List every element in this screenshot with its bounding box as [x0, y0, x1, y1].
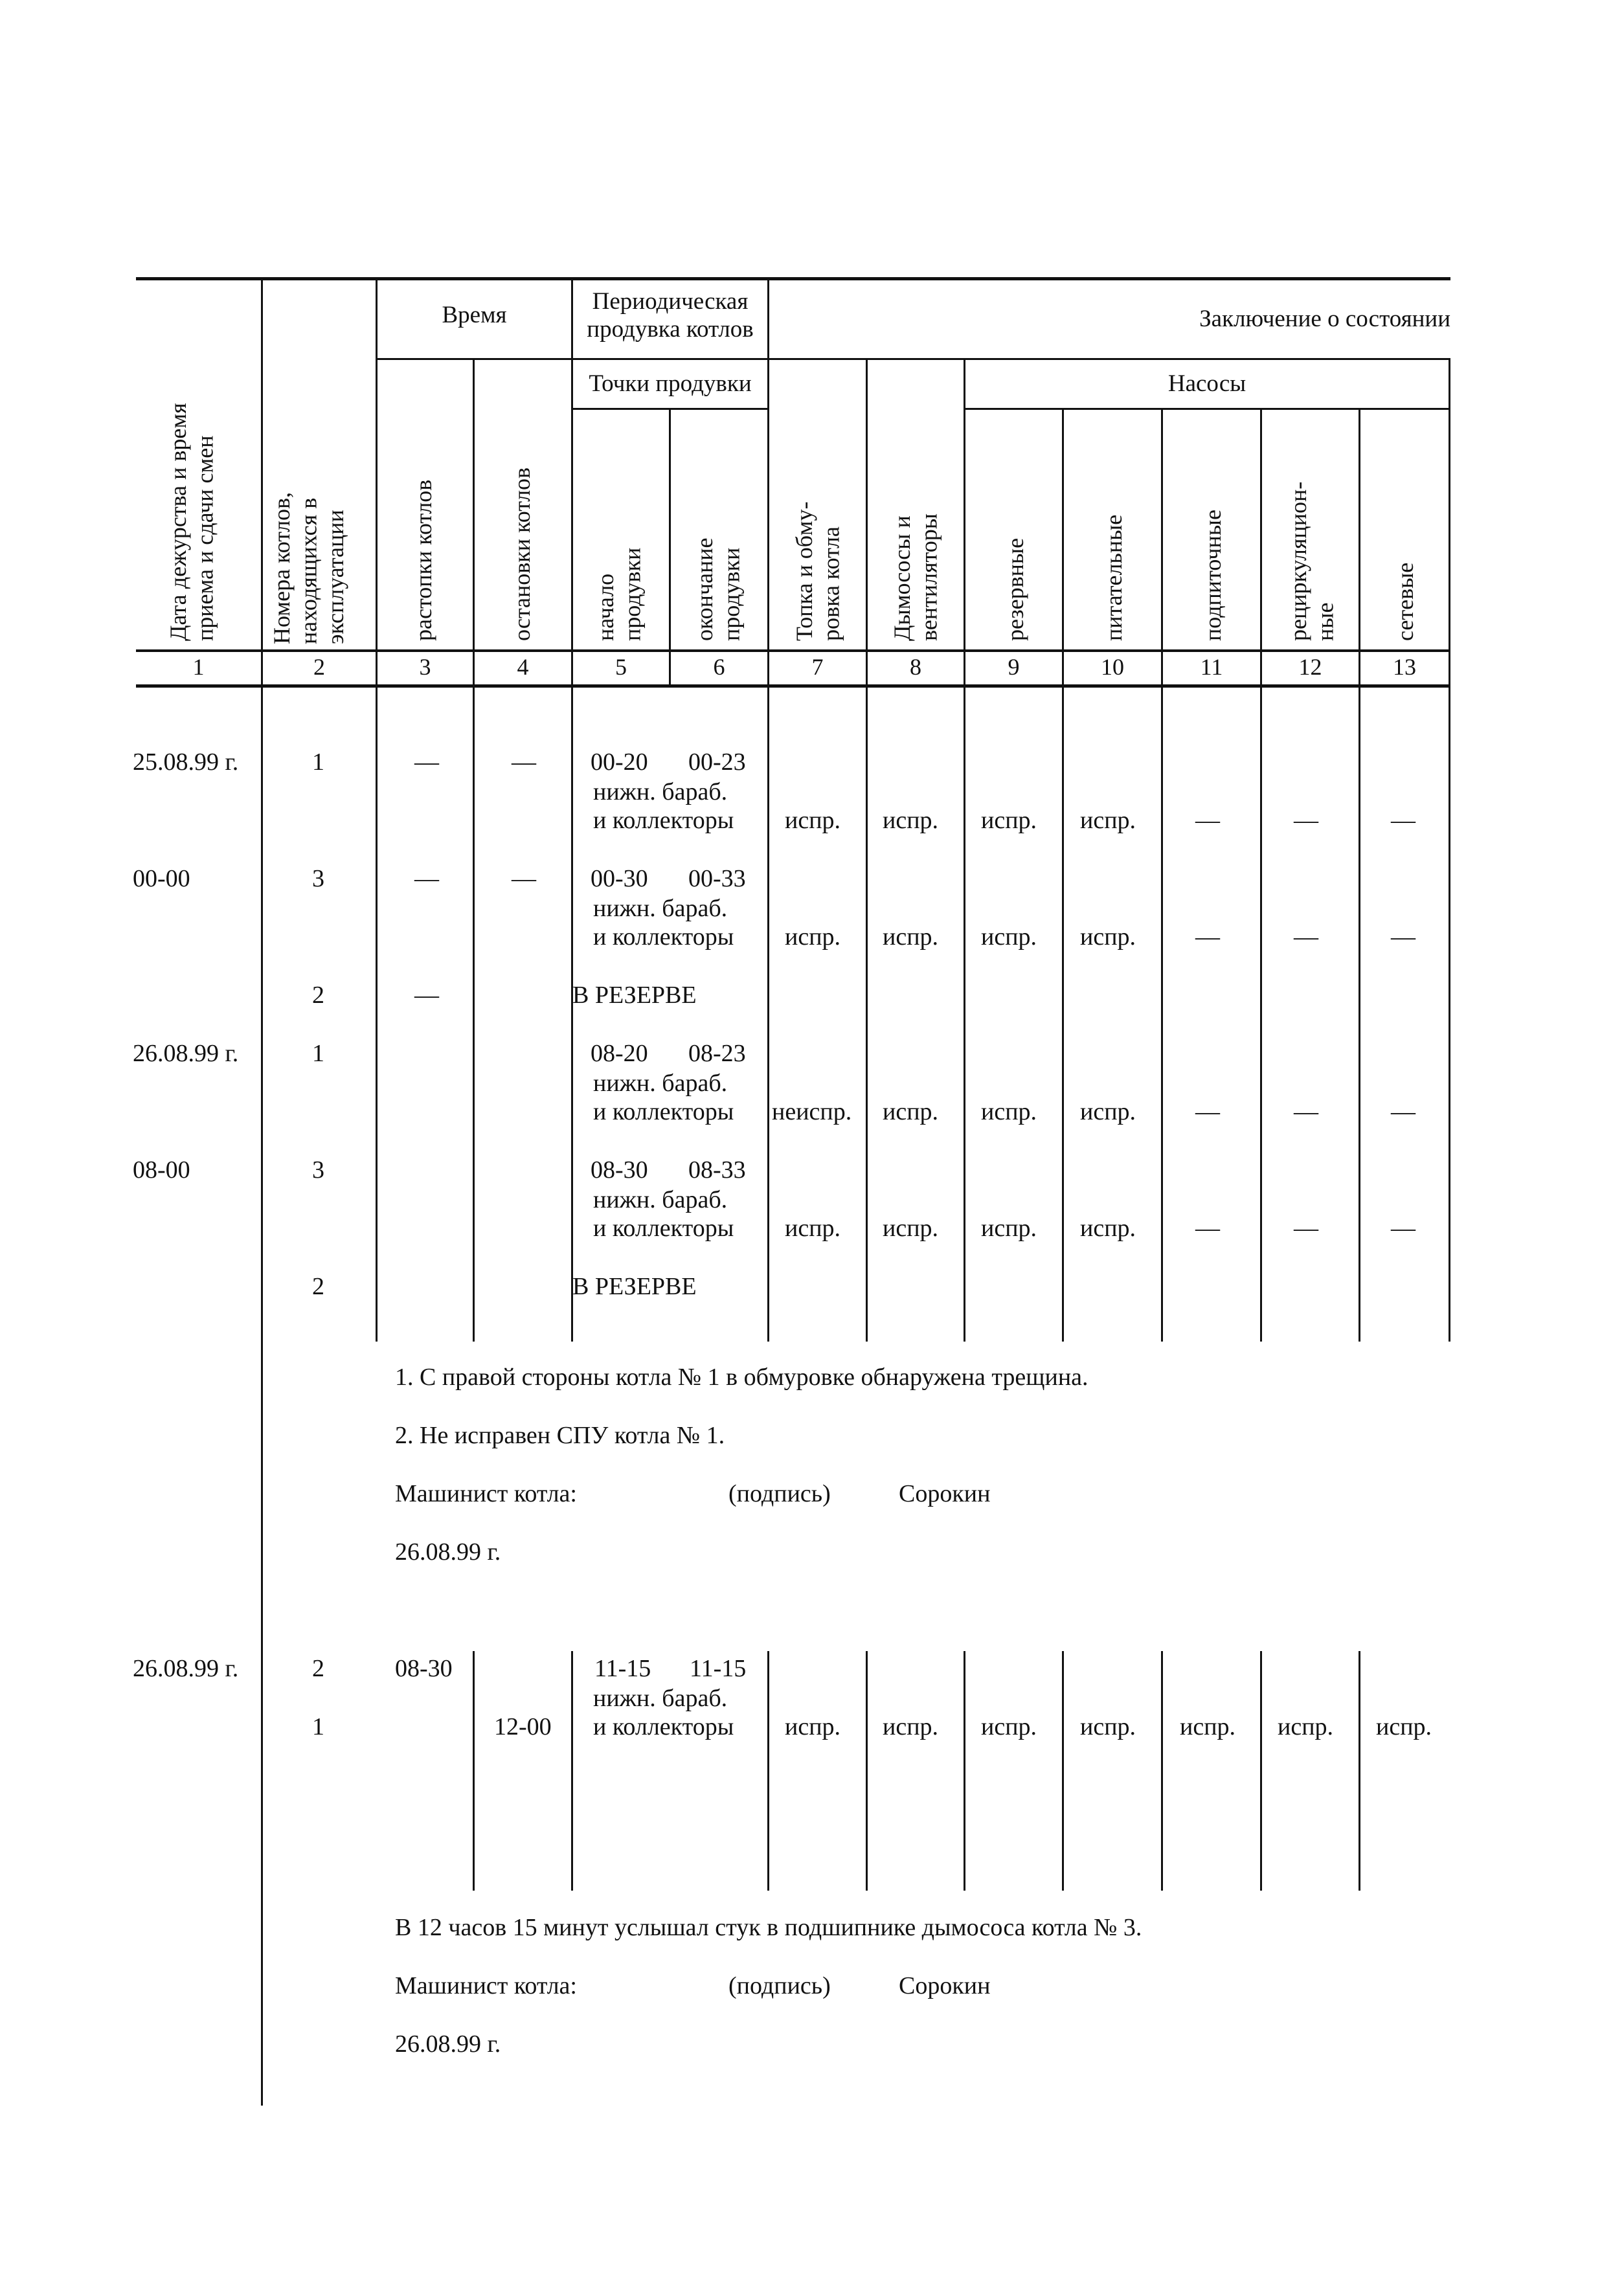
header-col9: резервные: [1002, 537, 1028, 641]
row1-col13: —: [1391, 807, 1415, 834]
header-col7-line2: ровка котла: [818, 526, 844, 641]
bv-col1-right: [261, 688, 263, 2106]
row1-blow-start: 00-20: [591, 748, 648, 776]
row4-blow-end: 08-23: [688, 1040, 746, 1067]
header-blowdown-line1: Периодическая: [592, 288, 749, 315]
row5-col7: испр.: [785, 1215, 841, 1242]
entry2-time: 08-00: [133, 1156, 190, 1184]
e3v-col4-right: [571, 1651, 573, 1891]
row3-reserve: В РЕЗЕРВЕ: [572, 982, 697, 1009]
header-col5: [592, 547, 646, 641]
header-col7: [791, 463, 845, 641]
e3v-col8-right: [964, 1651, 965, 1891]
row2-loc2: и коллекторы: [593, 923, 734, 950]
bv-col2-right: [376, 688, 378, 1342]
row1-col3-dash: —: [414, 748, 439, 776]
notes1-signature: (подпись): [728, 1480, 831, 1507]
table-top-rule: [136, 277, 1450, 280]
row5-loc2: и коллекторы: [593, 1215, 734, 1242]
header-blowdown-group: [573, 288, 767, 343]
hv-10: [1161, 408, 1163, 688]
row1-col7: испр.: [785, 807, 841, 834]
col-number-8: 8: [910, 654, 921, 680]
row5-col13: —: [1391, 1215, 1415, 1242]
hv-11: [1260, 408, 1262, 688]
e3v-col10-right: [1161, 1651, 1163, 1891]
row5-col10: испр.: [1080, 1215, 1136, 1242]
row5-loc1: нижн. бараб.: [593, 1186, 728, 1213]
header-col7-line1: Топка и обму-: [791, 501, 817, 641]
row2-col13: —: [1391, 923, 1415, 950]
row1-boiler: 1: [312, 748, 324, 776]
entry3-loc2: и коллекторы: [593, 1713, 734, 1740]
header-blowdown-line2: продувка котлов: [587, 315, 754, 343]
row1-blow-end: 00-23: [688, 748, 746, 776]
entry3-blow-start: 11-15: [594, 1655, 651, 1682]
row3-boiler: 2: [312, 982, 324, 1009]
col-number-12: 12: [1298, 654, 1322, 680]
hv-12: [1359, 408, 1360, 688]
bv-col6-right: [767, 688, 769, 1342]
hv-9: [1062, 408, 1064, 688]
header-col2-line1: Номера котлов,: [269, 491, 295, 644]
row4-loc1: нижн. бараб.: [593, 1070, 728, 1097]
hv-6: [767, 278, 769, 688]
entry3-col11: испр.: [1180, 1713, 1236, 1740]
header-pumps-group: Насосы: [1167, 370, 1246, 397]
entry3-col9: испр.: [981, 1713, 1037, 1740]
row4-col7: неиспр.: [772, 1098, 852, 1125]
hv-7: [866, 359, 868, 688]
e3v-col11-right: [1260, 1651, 1262, 1891]
row4-boiler: 1: [312, 1040, 324, 1067]
header-col3: растопки котлов: [411, 479, 436, 641]
entry3-boiler-b: 1: [312, 1713, 324, 1740]
header-col5-line1: начало: [592, 573, 618, 641]
row4-col11: —: [1195, 1098, 1220, 1125]
notes2-signature: (подпись): [728, 1972, 831, 1999]
notes2-line1: В 12 часов 15 минут услышал стук в подшипнике дымососа котла № 3.: [395, 1914, 1142, 1941]
header-blowdown-points: Точки продувки: [589, 370, 752, 397]
numbers-bottom-rule: [136, 684, 1450, 688]
col-number-5: 5: [615, 654, 627, 680]
bv-col10-right: [1161, 688, 1163, 1342]
time-group-rule: [376, 358, 1450, 360]
hv-1: [261, 278, 263, 688]
entry1-date: 25.08.99 г.: [133, 748, 239, 776]
header-col8: [889, 482, 943, 641]
row2-col8: испр.: [883, 923, 939, 950]
header-col2-line2: находящихся в: [295, 497, 322, 644]
row1-col12: —: [1294, 807, 1318, 834]
row5-col12: —: [1294, 1215, 1318, 1242]
row4-col9: испр.: [981, 1098, 1037, 1125]
notes1-name: Сорокин: [899, 1480, 991, 1507]
header-col12: [1285, 453, 1339, 641]
entry3-blow-end: 11-15: [690, 1655, 747, 1682]
header-col8-line2: вентиляторы: [916, 513, 942, 641]
entry3-col10: испр.: [1080, 1713, 1136, 1740]
col-number-6: 6: [713, 654, 725, 680]
bv-col3-right: [473, 688, 475, 1342]
header-col6: [692, 518, 745, 641]
header-col1-line2: приема и сдачи смен: [192, 435, 218, 641]
row4-col10: испр.: [1080, 1098, 1136, 1125]
header-col6-line1: окончание: [692, 537, 717, 641]
row5-boiler: 3: [312, 1156, 324, 1184]
entry1-time: 00-00: [133, 865, 190, 892]
row4-col13: —: [1391, 1098, 1415, 1125]
col-number-2: 2: [313, 654, 325, 680]
row2-col12: —: [1294, 923, 1318, 950]
e3v-col9-right: [1062, 1651, 1064, 1891]
col-number-11: 11: [1200, 654, 1223, 680]
row4-col12: —: [1294, 1098, 1318, 1125]
blowdown-points-rule: [573, 408, 769, 410]
entry3-col12: испр.: [1278, 1713, 1334, 1740]
e3v-col12-right: [1359, 1651, 1360, 1891]
header-col12-line1: рециркуляцион-: [1285, 481, 1311, 641]
row1-col9: испр.: [981, 807, 1037, 834]
entry3-stop-time: 12-00: [494, 1713, 552, 1740]
pumps-rule: [965, 408, 1450, 410]
hv-3: [473, 359, 475, 688]
notes1-date: 26.08.99 г.: [395, 1538, 501, 1566]
header-col12-line2: ные: [1312, 602, 1338, 641]
row1-col8: испр.: [883, 807, 939, 834]
entry3-date: 26.08.99 г.: [133, 1655, 239, 1682]
row1-col10: испр.: [1080, 807, 1136, 834]
row2-col3-dash: —: [414, 865, 439, 892]
bv-col12-right: [1359, 688, 1360, 1342]
header-col10: питательные: [1101, 514, 1127, 641]
e3v-col6-right: [767, 1651, 769, 1891]
notes2-operator-label: Машинист котла:: [395, 1972, 577, 1999]
entry2-date: 26.08.99 г.: [133, 1040, 239, 1067]
row5-col11: —: [1195, 1215, 1220, 1242]
header-condition-group: Заключение о состоянии: [1199, 306, 1450, 332]
row2-blow-end: 00-33: [688, 865, 746, 892]
row2-loc1: нижн. бараб.: [593, 895, 728, 922]
col-number-13: 13: [1393, 654, 1416, 680]
notes1-operator-label: Машинист котла:: [395, 1480, 577, 1507]
entry3-loc1: нижн. бараб.: [593, 1685, 728, 1712]
header-col13: сетевые: [1392, 562, 1418, 641]
col-number-7: 7: [811, 654, 824, 680]
row1-loc2: и коллекторы: [593, 807, 734, 834]
row1-col11: —: [1195, 807, 1220, 834]
col-number-10: 10: [1101, 654, 1124, 680]
row5-col9: испр.: [981, 1215, 1037, 1242]
e3v-col4-left: [473, 1651, 475, 1891]
hv-13: [1449, 359, 1450, 688]
row6-reserve: В РЕЗЕРВЕ: [572, 1273, 697, 1300]
header-col1-line1: Дата дежурства и время: [165, 403, 191, 641]
notes1-line2: 2. Не исправен СПУ котла № 1.: [395, 1422, 725, 1449]
entry3-col13: испр.: [1376, 1713, 1432, 1740]
row2-col10: испр.: [1080, 923, 1136, 950]
row2-blow-start: 00-30: [591, 865, 648, 892]
header-time-group: Время: [442, 302, 507, 328]
header-col2: [269, 434, 349, 644]
hv-2: [376, 278, 378, 688]
row2-col4-dash: —: [512, 865, 536, 892]
row2-col9: испр.: [981, 923, 1037, 950]
header-col5-line2: продувки: [619, 547, 646, 641]
bv-col11-right: [1260, 688, 1262, 1342]
header-bottom-rule: [136, 649, 1450, 652]
bv-col9-right: [1062, 688, 1064, 1342]
row2-boiler: 3: [312, 865, 324, 892]
header-col4: остановки котлов: [509, 467, 535, 641]
row4-blow-start: 08-20: [591, 1040, 648, 1067]
row6-boiler: 2: [312, 1273, 324, 1300]
bv-col8-right: [964, 688, 965, 1342]
notes2-date: 26.08.99 г.: [395, 2030, 501, 2058]
header-col2-line3: эксплуатации: [322, 510, 348, 644]
row5-blow-end: 08-33: [688, 1156, 746, 1184]
row4-col8: испр.: [883, 1098, 939, 1125]
entry3-col7: испр.: [785, 1713, 841, 1740]
entry3-start-time: 08-30: [395, 1655, 453, 1682]
col-number-1: 1: [192, 654, 205, 680]
header-col8-line1: Дымососы и: [889, 515, 915, 641]
hv-8: [964, 359, 965, 688]
notes2-name: Сорокин: [899, 1972, 991, 1999]
header-col6-line2: продувки: [718, 547, 745, 641]
e3v-col7-right: [866, 1651, 868, 1891]
bv-col7-right: [866, 688, 868, 1342]
header-col11: подпиточные: [1200, 510, 1226, 641]
header-col1: [165, 350, 219, 641]
row3-col3-dash: —: [414, 982, 439, 1009]
bv-col4-right: [571, 688, 573, 1342]
entry3-boiler-a: 2: [312, 1655, 324, 1682]
notes1-line1: 1. С правой стороны котла № 1 в обмуровке обнаружена трещина.: [395, 1364, 1088, 1391]
hv-5: [669, 408, 671, 688]
entry3-col8: испр.: [883, 1713, 939, 1740]
col-number-4: 4: [517, 654, 529, 680]
row5-blow-start: 08-30: [591, 1156, 648, 1184]
bv-col13-right: [1449, 688, 1450, 1342]
row2-col7: испр.: [785, 923, 841, 950]
col-number-9: 9: [1008, 654, 1020, 680]
row2-col11: —: [1195, 923, 1220, 950]
row5-col8: испр.: [883, 1215, 939, 1242]
row4-loc2: и коллекторы: [593, 1098, 734, 1125]
row1-loc1: нижн. бараб.: [593, 778, 728, 805]
col-number-3: 3: [419, 654, 431, 680]
row1-col4-dash: —: [512, 748, 536, 776]
